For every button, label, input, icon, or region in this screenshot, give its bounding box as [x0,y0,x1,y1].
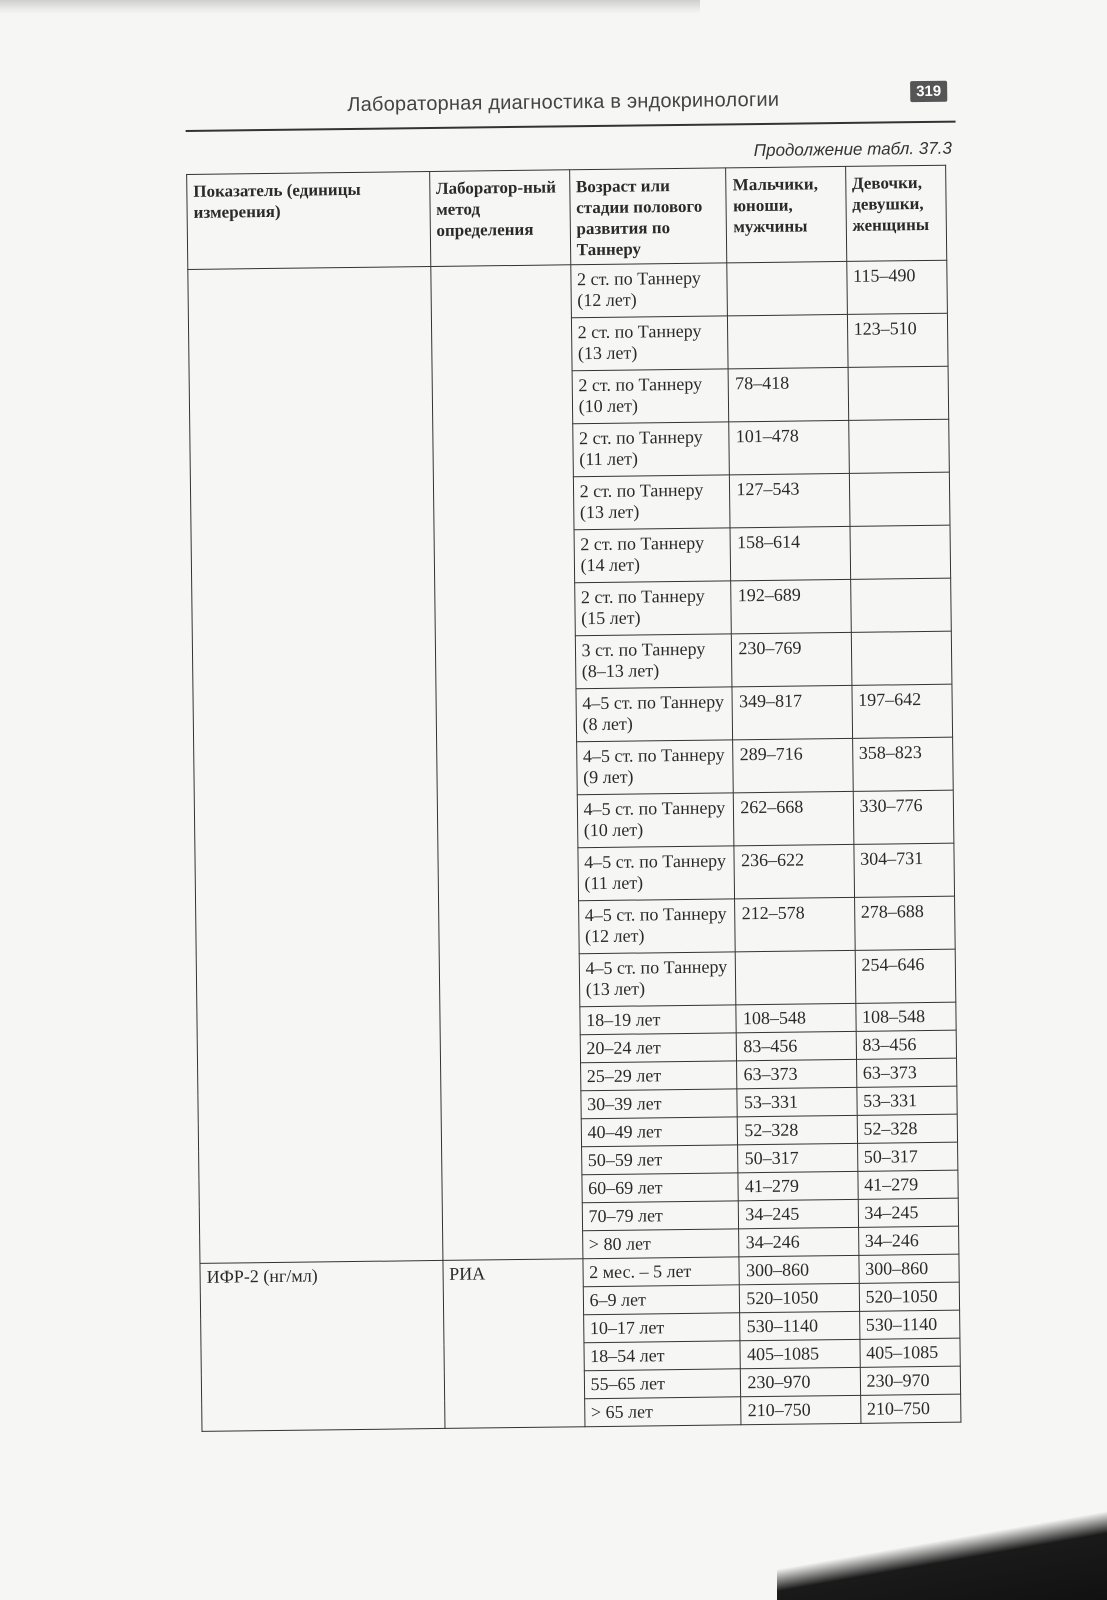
female-value-cell: 115–490 [846,260,947,314]
female-value-cell [851,631,952,685]
male-value-cell: 530–1140 [740,1311,860,1340]
header-method: Лаборатор-ный метод определения [429,170,570,267]
scan-corner-shadow [777,1510,1107,1600]
female-value-cell: 123–510 [847,313,948,367]
table-row [188,260,948,322]
male-value-cell: 41–279 [738,1171,858,1200]
female-value-cell: 300–860 [859,1254,960,1283]
female-value-cell: 197–642 [852,684,953,738]
male-value-cell [736,950,856,1004]
female-value-cell: 304–731 [853,843,954,897]
age-cell: > 80 лет [582,1229,739,1259]
header-age: Возраст или стадии полового развития по Таннеру [569,168,727,265]
female-value-cell: 63–373 [856,1058,957,1087]
age-cell: 4–5 ст. по Таннеру (11 лет) [578,846,735,901]
age-cell: 4–5 ст. по Таннеру (8 лет) [576,687,733,742]
scan-edge-shadow [0,0,700,14]
male-value-cell: 78–418 [728,367,848,421]
male-value-cell: 53–331 [737,1087,857,1116]
param-cell-empty [188,267,443,1264]
male-value-cell: 210–750 [741,1395,861,1424]
age-cell: 2 ст. по Таннеру (11 лет) [572,422,729,477]
age-cell: 2 ст. по Таннеру (13 лет) [571,316,728,371]
method-cell-igf2: РИА [442,1259,584,1429]
age-cell: 4–5 ст. по Таннеру (12 лет) [578,899,735,954]
table-header [187,165,947,269]
age-cell: 20–24 лет [580,1033,737,1063]
table-caption: Продолжение табл. 37.3 [753,138,953,161]
female-value-cell: 34–245 [858,1198,959,1227]
male-value-cell: 230–970 [741,1367,861,1396]
female-value-cell: 230–970 [860,1366,961,1395]
female-value-cell: 330–776 [853,790,954,844]
age-cell: 18–19 лет [579,1005,736,1035]
male-value-cell: 34–245 [739,1199,859,1228]
age-cell: 18–54 лет [584,1341,741,1371]
female-value-cell [848,366,949,420]
female-value-cell: 50–317 [857,1142,958,1171]
header-male: Мальчики, юноши, мужчины [726,166,846,262]
male-value-cell: 52–328 [738,1115,858,1144]
female-value-cell [848,419,949,473]
age-cell: 2 мес. – 5 лет [583,1257,740,1287]
male-value-cell: 405–1085 [740,1339,860,1368]
reference-table [186,165,961,1432]
male-value-cell: 300–860 [739,1255,859,1284]
female-value-cell [850,525,951,579]
female-value-cell: 34–246 [858,1226,959,1255]
age-cell: 4–5 ст. по Таннеру (13 лет) [579,952,736,1007]
age-cell: 2 ст. по Таннеру (14 лет) [574,528,731,583]
male-value-cell: 34–246 [739,1227,859,1256]
male-value-cell: 520–1050 [740,1283,860,1312]
age-cell: 2 ст. по Таннеру (10 лет) [572,369,729,424]
age-cell: 25–29 лет [580,1061,737,1091]
female-value-cell [849,472,950,526]
male-value-cell: 289–716 [733,738,853,792]
age-cell: 3 ст. по Таннеру (8–13 лет) [575,634,732,689]
param-cell-igf2: ИФР-2 (нг/мл) [200,1260,445,1431]
header-female: Девочки, девушки, женщины [845,165,947,261]
book-page [185,71,971,1432]
female-value-cell: 405–1085 [860,1338,961,1367]
female-value-cell: 108–548 [855,1002,956,1031]
female-value-cell: 41–279 [857,1170,958,1199]
male-value-cell: 212–578 [735,897,855,951]
age-cell: > 65 лет [584,1397,741,1427]
female-value-cell: 210–750 [860,1394,961,1423]
male-value-cell: 158–614 [730,526,850,580]
male-value-cell: 349–817 [732,685,852,739]
female-value-cell: 278–688 [854,896,955,950]
running-title: Лабораторная диагностика в эндокринологии [347,88,780,117]
age-cell: 50–59 лет [581,1145,738,1175]
age-cell: 4–5 ст. по Таннеру (9 лет) [576,740,733,795]
age-cell: 70–79 лет [582,1201,739,1231]
male-value-cell: 50–317 [738,1143,858,1172]
method-cell-empty [430,265,582,1261]
male-value-cell: 127–543 [730,473,850,527]
male-value-cell: 230–769 [732,632,852,686]
female-value-cell: 254–646 [855,949,956,1003]
male-value-cell: 101–478 [729,420,849,474]
age-cell: 60–69 лет [582,1173,739,1203]
header-param: Показатель (единицы измерения) [187,172,431,270]
female-value-cell: 53–331 [856,1086,957,1115]
table-body [188,260,961,1431]
age-cell: 2 ст. по Таннеру (13 лет) [573,475,730,530]
male-value-cell [727,261,847,315]
age-cell: 2 ст. по Таннеру (12 лет) [570,263,727,318]
female-value-cell [850,578,951,632]
page-header [185,71,956,132]
male-value-cell: 108–548 [736,1003,856,1032]
female-value-cell: 83–456 [856,1030,957,1059]
male-value-cell: 236–622 [734,844,854,898]
male-value-cell [728,314,848,368]
female-value-cell: 358–823 [852,737,953,791]
age-cell: 40–49 лет [581,1117,738,1147]
male-value-cell: 83–456 [737,1031,857,1060]
female-value-cell: 52–328 [857,1114,958,1143]
age-cell: 55–65 лет [584,1369,741,1399]
age-cell: 6–9 лет [583,1285,740,1315]
age-cell: 4–5 ст. по Таннеру (10 лет) [577,793,734,848]
female-value-cell: 520–1050 [859,1282,960,1311]
female-value-cell: 530–1140 [859,1310,960,1339]
male-value-cell: 63–373 [737,1059,857,1088]
age-cell: 30–39 лет [580,1089,737,1119]
male-value-cell: 262–668 [734,791,854,845]
age-cell: 2 ст. по Таннеру (15 лет) [574,581,731,636]
age-cell: 10–17 лет [583,1313,740,1343]
page-number: 319 [910,81,947,102]
male-value-cell: 192–689 [731,579,851,633]
